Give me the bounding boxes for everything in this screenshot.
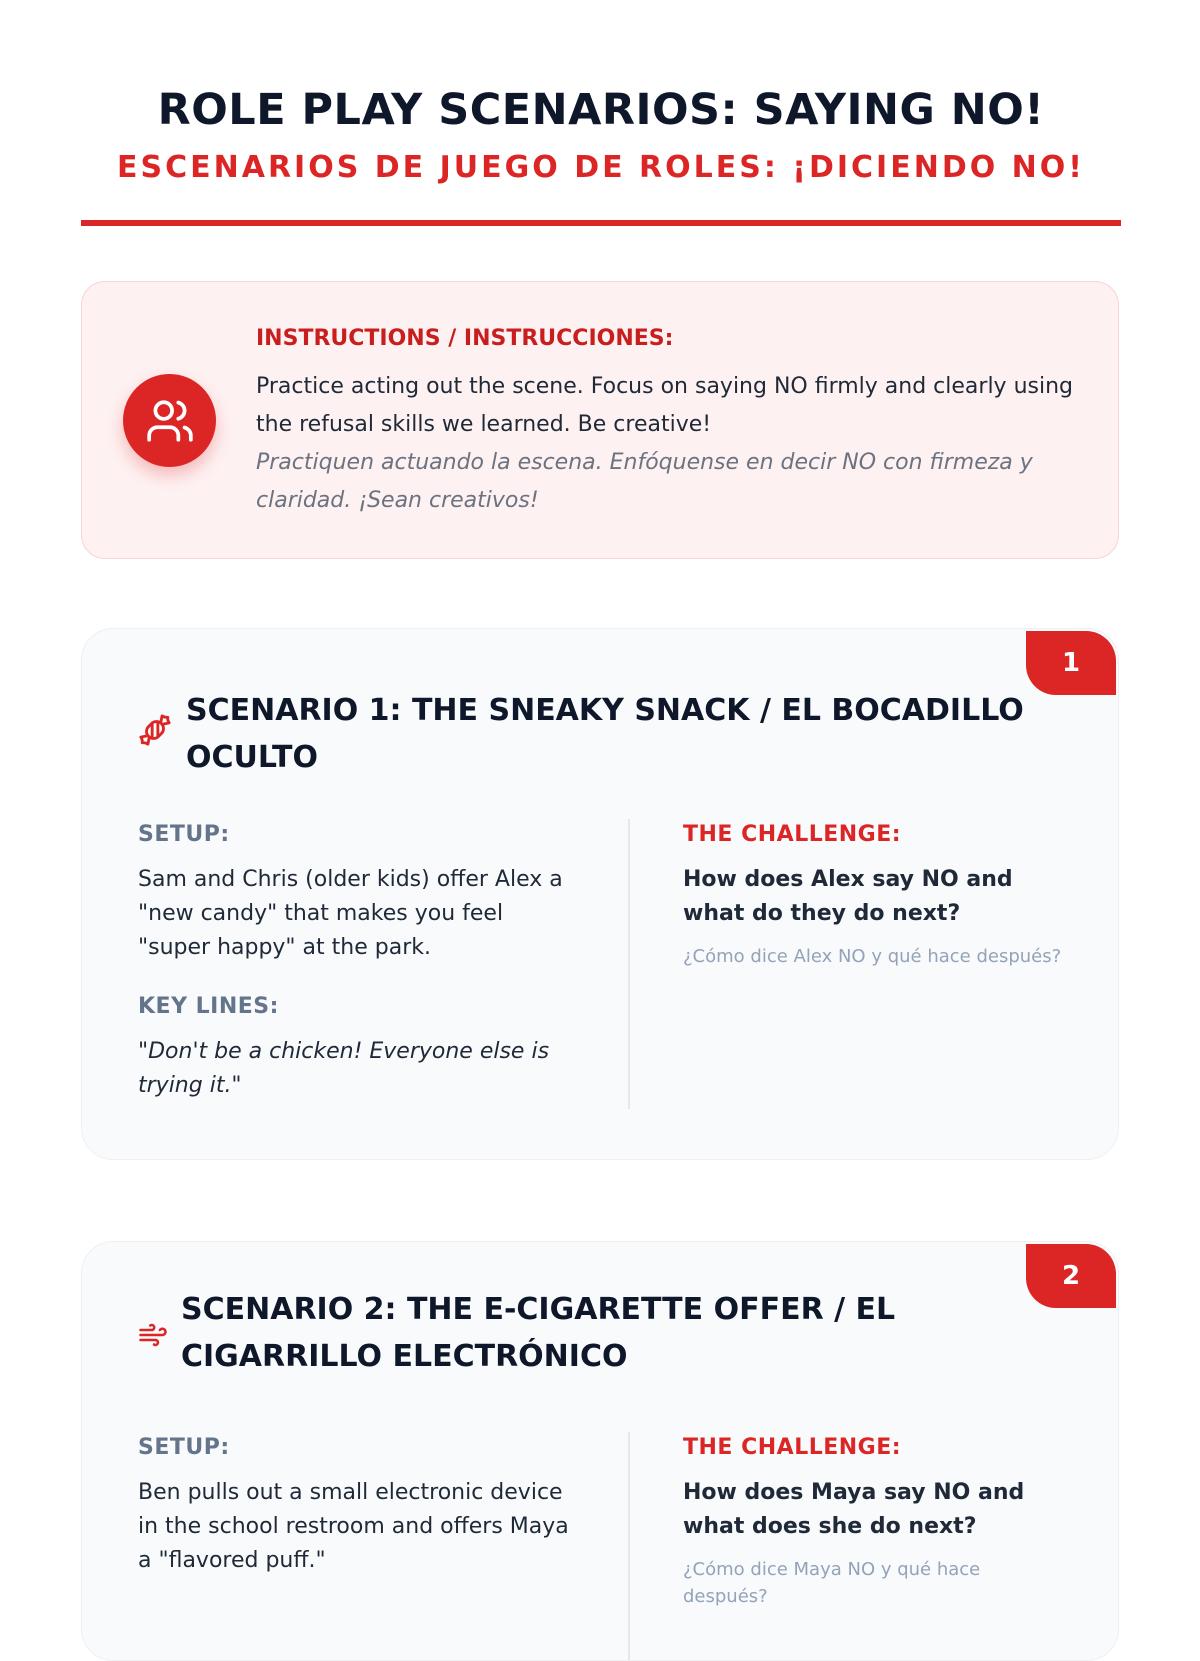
column-divider (628, 819, 630, 1109)
setup-label: SETUP: (138, 822, 230, 847)
instructions-text-en: Practice acting out the scene. Focus on saying NO firmly and clearly using the refusal skills we learned. Be creative! (256, 374, 1073, 437)
instructions-box (81, 281, 1119, 559)
scenario-card-2 (81, 1241, 1119, 1661)
setup-label: SETUP: (138, 1435, 230, 1460)
scenario-title: SCENARIO 1: THE SNEAKY SNACK / EL BOCADILLO OCULTO (186, 693, 1024, 775)
instructions-content (256, 324, 1086, 520)
candy-icon (138, 713, 172, 751)
scenario-challenge-column (683, 819, 1063, 970)
instructions-heading: INSTRUCTIONS / INSTRUCCIONES: (256, 326, 674, 351)
scenario-title: SCENARIO 2: THE E-CIGARETTE OFFER / EL CIGARRILLO ELECTRÓNICO (181, 1292, 896, 1374)
instructions-text-es: Practiquen actuando la escena. Enfóquense en decir NO con firmeza y claridad. ¡Sean creativos! (256, 450, 1033, 513)
scenario-challenge-column (683, 1432, 1063, 1610)
scenario-number-badge: 2 (1026, 1244, 1116, 1308)
page-header (81, 80, 1121, 188)
challenge-question: How does Alex say NO and what do they do next? (683, 867, 1013, 926)
wind-icon (138, 1320, 168, 1354)
key-lines-text: "Don't be a chicken! Everyone else is trying it." (138, 1039, 550, 1098)
setup-text: Sam and Chris (older kids) offer Alex a "new candy" that makes you feel "super happy" at the park. (138, 867, 563, 960)
scenario-setup-column (138, 819, 578, 1103)
scenario-number-badge: 1 (1026, 631, 1116, 695)
page-title: ROLE PLAY SCENARIOS: SAYING NO! (157, 85, 1045, 135)
scenario-card-1 (81, 628, 1119, 1160)
scenario-setup-column (138, 1432, 578, 1578)
key-lines-label: KEY LINES: (138, 994, 279, 1019)
challenge-question: How does Maya say NO and what does she do next? (683, 1480, 1025, 1539)
challenge-label: THE CHALLENGE: (683, 1435, 902, 1460)
header-divider (81, 220, 1121, 226)
challenge-question-es: ¿Cómo dice Maya NO y qué hace después? (683, 1559, 981, 1607)
users-icon (123, 374, 216, 467)
challenge-question-es: ¿Cómo dice Alex NO y qué hace después? (683, 946, 1062, 967)
setup-text: Ben pulls out a small electronic device in the school restroom and offers Maya a "flavored puff." (138, 1480, 569, 1573)
challenge-label: THE CHALLENGE: (683, 822, 902, 847)
page-subtitle: ESCENARIOS DE JUEGO DE ROLES: ¡DICIENDO NO! (117, 150, 1085, 185)
column-divider (628, 1432, 630, 1661)
